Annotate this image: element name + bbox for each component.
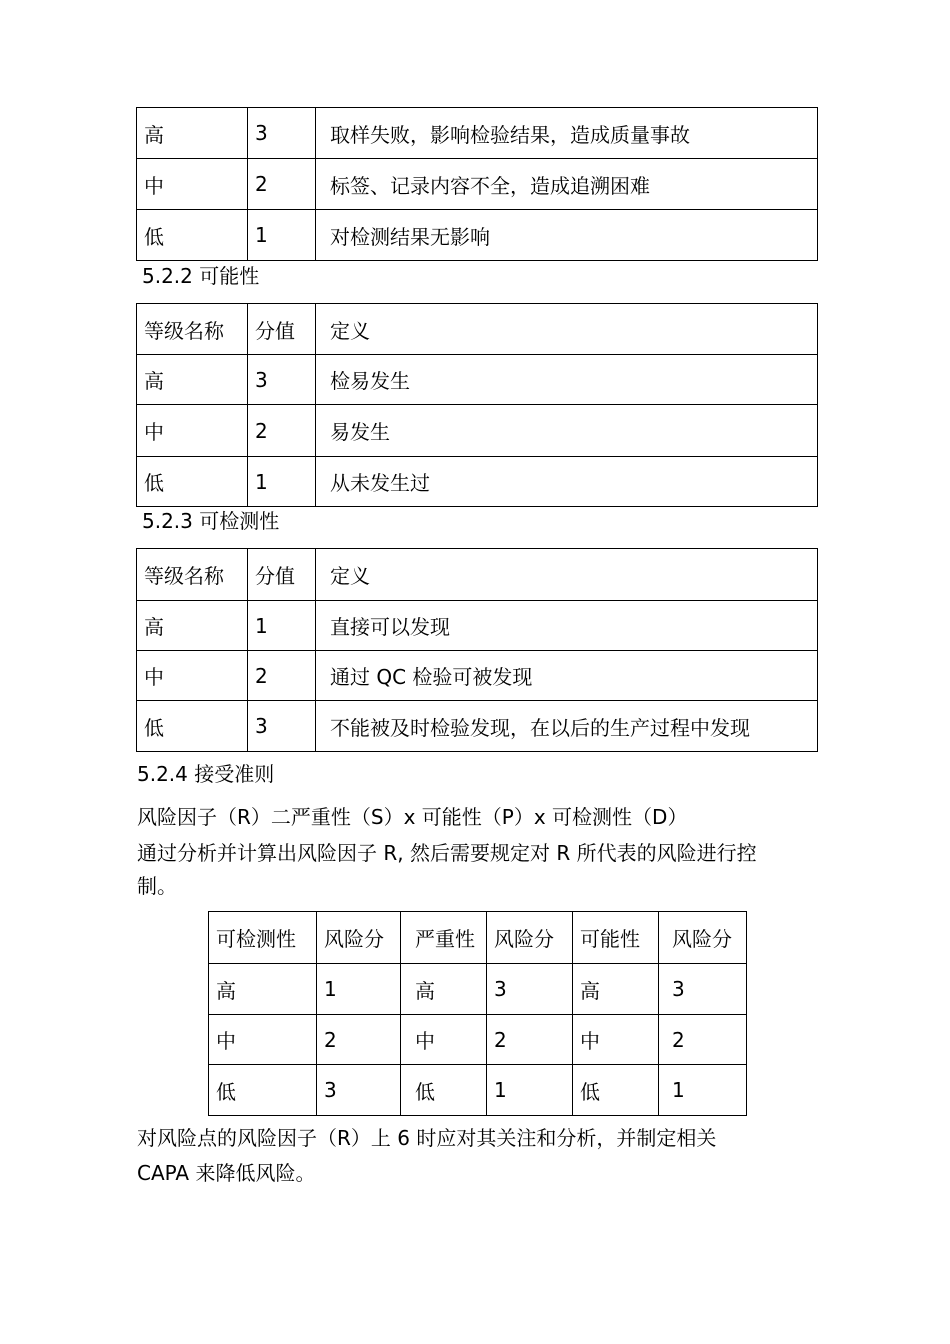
table-cell: 低 [137, 701, 248, 752]
table-header-row [137, 304, 818, 355]
possibility-table [136, 303, 818, 507]
severity-table [136, 107, 818, 261]
detectability-table [136, 548, 818, 752]
table-row [137, 210, 818, 261]
table-cell: 低 [137, 210, 248, 261]
table-cell: 对检测结果无影响 [316, 210, 818, 261]
table-cell: 1 [487, 1065, 573, 1116]
table-row [137, 457, 818, 507]
table-cell: 中 [137, 651, 248, 701]
score-table [208, 911, 747, 1116]
header-cell: 严重性 [401, 912, 487, 964]
table-row [137, 405, 818, 457]
closing-text: 对风险点的风险因子（R）上 6 时应对其关注和分析，并制定相关 [137, 1126, 717, 1150]
closing-text-continued: CAPA 来降低风险。 [137, 1161, 316, 1185]
formula-text: 风险因子（R）二严重性（S）x 可能性（P）x 可检测性（D） [137, 805, 688, 829]
table-cell: 检易发生 [316, 355, 818, 405]
table-cell: 高 [401, 964, 487, 1015]
table-cell: 2 [487, 1015, 573, 1065]
table-cell: 2 [248, 405, 316, 457]
table-row [209, 964, 747, 1015]
table-cell: 高 [573, 964, 659, 1015]
table-cell: 中 [137, 159, 248, 210]
header-cell: 可检测性 [209, 912, 317, 964]
paragraph-text-continued: 制。 [137, 874, 177, 898]
table-cell: 低 [573, 1065, 659, 1116]
table-row [209, 1015, 747, 1065]
table-row [137, 159, 818, 210]
table-header-row [209, 912, 747, 964]
table-cell: 标签、记录内容不全，造成追溯困难 [316, 159, 818, 210]
table-cell: 低 [137, 457, 248, 507]
header-cell: 等级名称 [137, 549, 248, 601]
header-cell: 可能性 [573, 912, 659, 964]
table-cell: 1 [659, 1065, 747, 1116]
table-cell: 2 [248, 159, 316, 210]
table-cell: 3 [248, 355, 316, 405]
table-cell: 2 [659, 1015, 747, 1065]
table-row [137, 108, 818, 159]
table-cell: 中 [209, 1015, 317, 1065]
table-cell: 中 [573, 1015, 659, 1065]
header-cell: 风险分 [317, 912, 401, 964]
paragraph-text: 通过分析并计算出风险因子 R, 然后需要规定对 R 所代表的风险进行控 [137, 841, 757, 865]
table-cell: 2 [248, 651, 316, 701]
table-cell: 不能被及时检验发现，在以后的生产过程中发现 [316, 701, 818, 752]
table-cell: 3 [248, 701, 316, 752]
table-cell: 高 [137, 601, 248, 651]
table-cell: 低 [209, 1065, 317, 1116]
table-row [137, 651, 818, 701]
table-cell: 高 [137, 108, 248, 159]
table-cell: 低 [401, 1065, 487, 1116]
table-row [209, 1065, 747, 1116]
header-cell: 分值 [248, 304, 316, 355]
table-cell: 3 [317, 1065, 401, 1116]
table-cell: 3 [659, 964, 747, 1015]
table-header-row [137, 549, 818, 601]
header-cell: 风险分 [487, 912, 573, 964]
section-heading-possibility: 5.2.2 可能性 [142, 264, 260, 288]
table-cell: 3 [248, 108, 316, 159]
section-heading-detectability: 5.2.3 可检测性 [142, 509, 280, 533]
table-row [137, 355, 818, 405]
table-cell: 直接可以发现 [316, 601, 818, 651]
table-cell: 从未发生过 [316, 457, 818, 507]
table-cell: 中 [137, 405, 248, 457]
header-cell: 风险分 [659, 912, 747, 964]
header-cell: 定义 [316, 304, 818, 355]
header-cell: 定义 [316, 549, 818, 601]
table-cell: 中 [401, 1015, 487, 1065]
table-cell: 高 [137, 355, 248, 405]
header-cell: 等级名称 [137, 304, 248, 355]
table-cell: 通过 QC 检验可被发现 [316, 651, 818, 701]
table-row [137, 701, 818, 752]
table-cell: 2 [317, 1015, 401, 1065]
table-cell: 高 [209, 964, 317, 1015]
table-row [137, 601, 818, 651]
header-cell: 分值 [248, 549, 316, 601]
table-cell: 1 [317, 964, 401, 1015]
table-cell: 1 [248, 210, 316, 261]
table-cell: 1 [248, 457, 316, 507]
table-cell: 取样失败，影响检验结果，造成质量事故 [316, 108, 818, 159]
table-cell: 1 [248, 601, 316, 651]
table-cell: 易发生 [316, 405, 818, 457]
section-heading-acceptance: 5.2.4 接受准则 [137, 762, 275, 786]
table-cell: 3 [487, 964, 573, 1015]
